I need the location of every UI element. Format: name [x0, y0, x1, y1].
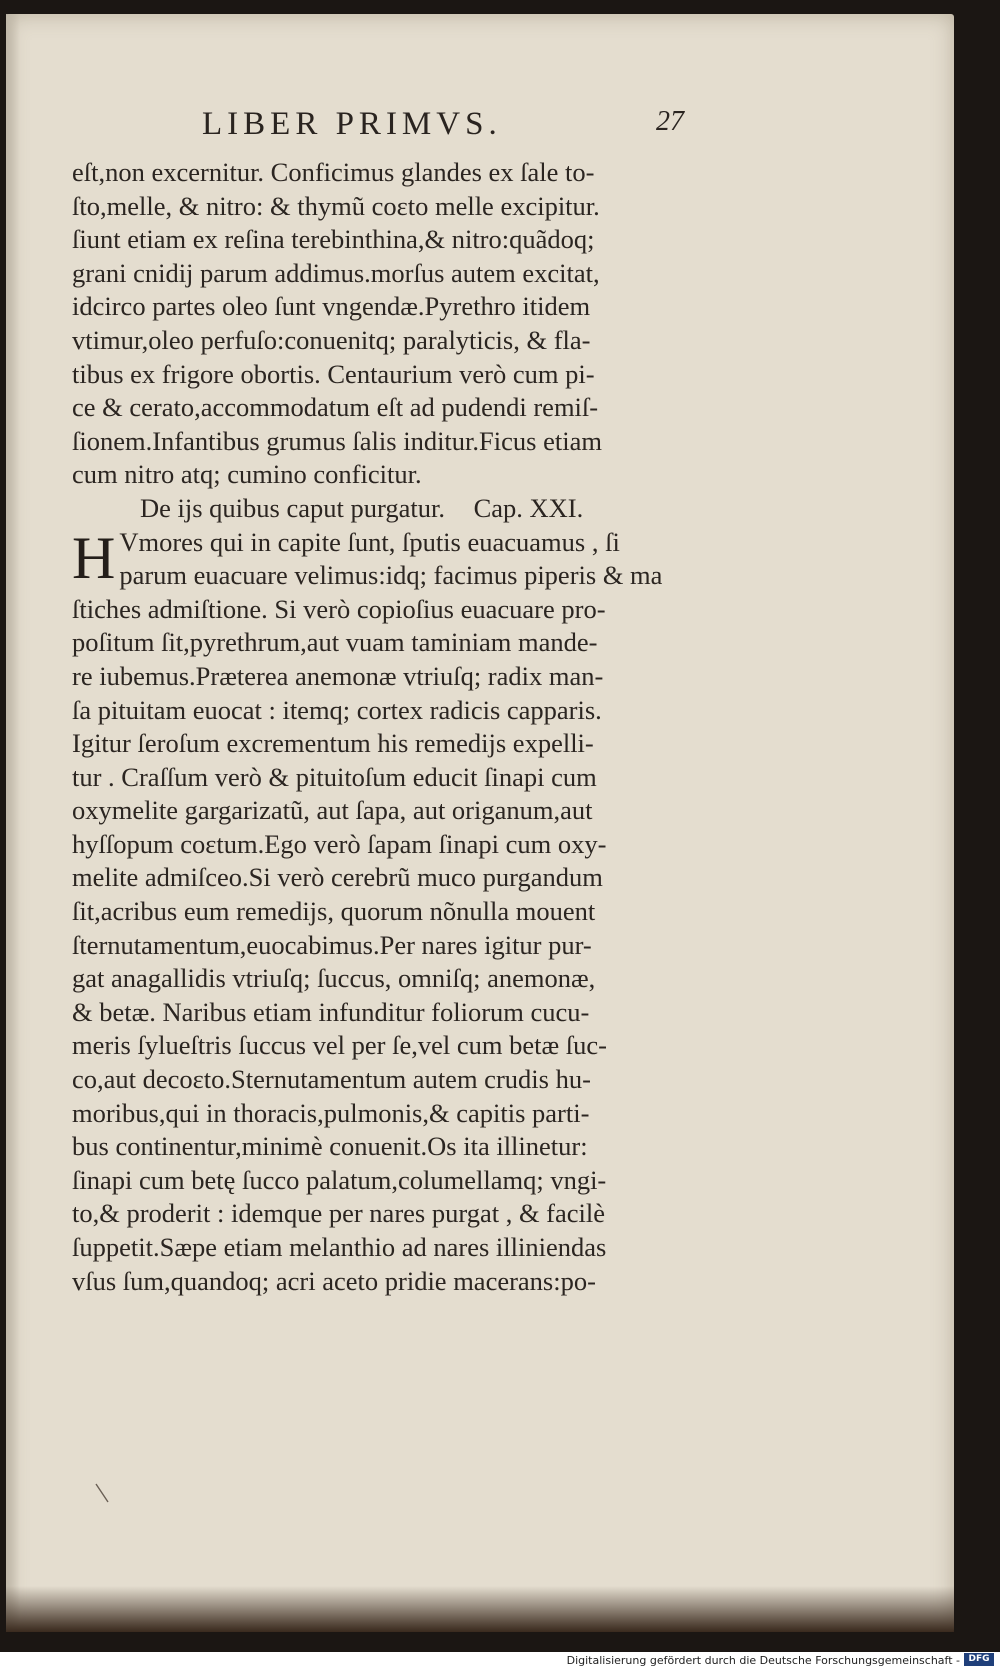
text-line: ſa pituitam euocat : itemq; cortex radicis capparis. — [72, 694, 602, 725]
text-line: meris ſylueſtris ſuccus vel per ſe,vel cum betæ ſuc- — [72, 1030, 607, 1061]
text-line: tibus ex frigore obortis. Centaurium verò cum pi- — [72, 358, 595, 389]
running-head-title: LIBER PRIMVS. — [202, 106, 502, 142]
text-line: eſt,non excernitur. Conficimus glandes ex ſale to- — [72, 157, 595, 187]
text-line: ſternutamentum,euocabimus.Per nares igitur pur- — [72, 929, 592, 960]
text-line: re iubemus.Præterea anemonæ vtriuſq; radix man- — [72, 660, 604, 691]
text-line: ſinapi cum betę ſucco palatum,columellamq; vngi- — [72, 1164, 607, 1195]
book-page — [6, 14, 954, 1632]
text-line: to,& proderit : idemque per nares purgat , & facilè — [72, 1198, 606, 1229]
text-line: ſiunt etiam ex reſina terebinthina,& nitro:quãdoq; — [72, 224, 595, 255]
text-line: Vmores qui in capite ſunt, ſputis euacuamus , ſi — [119, 526, 620, 557]
text-line: poſitum ſit,pyrethrum,aut vuam taminiam mande- — [72, 627, 598, 658]
text-line: oxymelite gargarizatũ, aut ſapa, aut origanum,aut — [72, 795, 593, 826]
digitization-credit: Digitalisierung gefördert durch die Deutsche Forschungsgemeinschaft - — [566, 1654, 960, 1667]
initial-letter: H — [72, 524, 116, 591]
text-line: gat anagallidis vtriuſq; ſuccus, omniſq; anemonæ, — [72, 963, 596, 994]
text-line: ſuppetit.Sæpe etiam melanthio ad nares illiniendas — [72, 1232, 607, 1262]
text-line: ſtiches admiſtione. Si verò copioſius euacuare pro- — [72, 593, 606, 624]
folio-number: 27 — [656, 106, 684, 137]
text-line: moribus,qui in thoracis,pulmonis,& capitis parti- — [72, 1097, 590, 1128]
text-line: parum euacuare velimus:idq; facimus piperis & ma — [119, 560, 663, 591]
text-line: ſto,melle, & nitro: & thymũ coɛto melle excipitur. — [72, 190, 600, 221]
dfg-logo: DFG — [964, 1653, 994, 1666]
text-line: idcirco partes oleo ſunt vngendæ.Pyrethro itidem — [72, 291, 591, 322]
text-line: grani cnidij parum addimus.morſus autem excitat, — [72, 257, 600, 288]
ink-speck-mark — [94, 1482, 114, 1510]
text-line: ſionem.Infantibus grumus ſalis inditur.Ficus etiam — [72, 425, 602, 456]
text-line: co,aut decoɛto.Sternutamentum autem crudis hu- — [72, 1064, 591, 1095]
text-line: Igitur ſeroſum excrementum his remedijs expelli- — [72, 728, 594, 759]
text-line: ce & cerato,accommodatum eſt ad pudendi remiſ- — [72, 392, 599, 423]
chapter-number: Cap. XXI. — [473, 492, 584, 523]
text-line: hyſſopum coɛtum.Ego verò ſapam ſinapi cum oxy- — [72, 828, 607, 859]
running-head — [6, 106, 954, 146]
text-line: cum nitro atq; cumino conficitur. — [72, 459, 422, 490]
text-line: vtimur,oleo perfuſo:conuenitq; paralyticis, & fla- — [72, 324, 591, 355]
page-gutter-shadow — [6, 14, 20, 1632]
text-line: ſit,acribus eum remedijs, quorum nõnulla mouent — [72, 896, 596, 927]
main-text-block — [72, 156, 740, 1298]
chapter-title: De ijs quibus caput purgatur. — [140, 492, 445, 523]
text-line: vſus ſum,quandoq; acri aceto pridie macerans:po- — [72, 1265, 596, 1296]
text-line: & betæ. Naribus etiam infunditur foliorum cucu- — [72, 996, 590, 1027]
paragraph-chapter-21 — [72, 526, 740, 1299]
text-line: bus continentur,minimè conuenit.Os ita illinetur: — [72, 1131, 588, 1162]
chapter-heading — [72, 492, 740, 526]
text-line: melite admiſceo.Si verò cerebrũ muco purgandum — [72, 862, 603, 893]
text-line: tur . Craſſum verò & pituitoſum educit ſinapi cum — [72, 761, 597, 792]
page-bottom-shadow — [6, 1586, 954, 1632]
paragraph-continued — [72, 156, 740, 492]
